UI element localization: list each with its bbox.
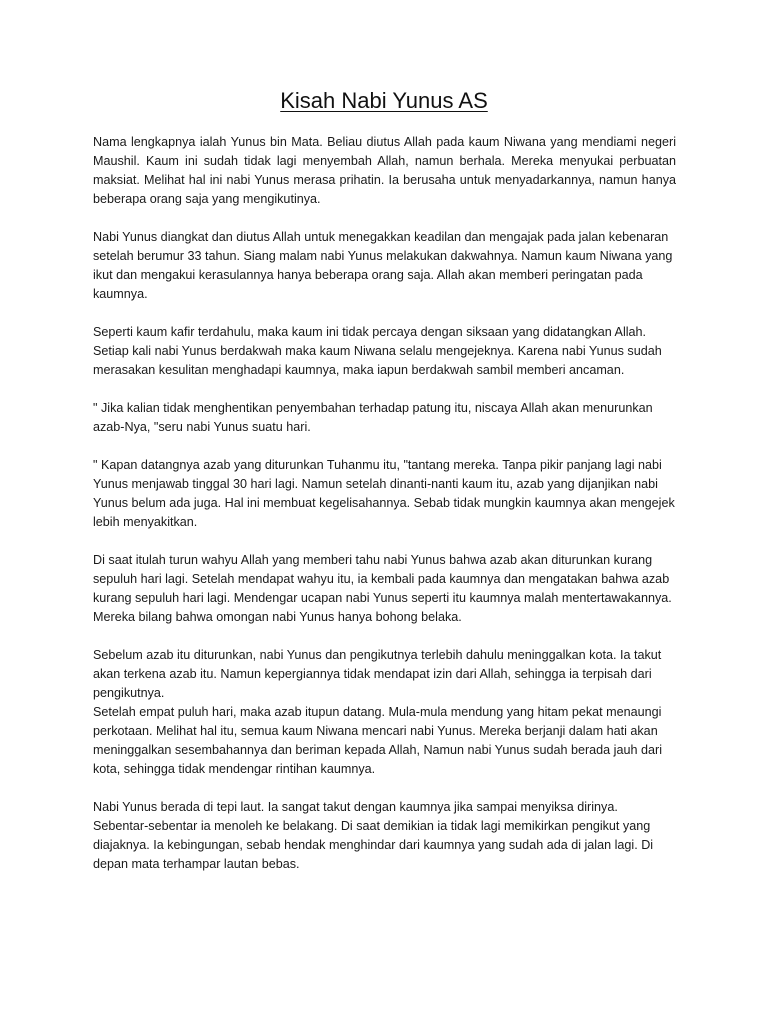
paragraph-5: " Kapan datangnya azab yang diturunkan Tuhanmu itu, "tantang mereka. Tanpa pikir panjang lagi nabi Yunus menjawab tinggal 30 hari lagi. Namun setelah dinanti-nanti kaum itu, azab yang dijanjikan nabi Yunus belum ada juga. Hal ini membuat kegelisahannya. Sebab tidak mungkin kaumnya akan mengejek lebih menyakitkan. — [93, 458, 675, 529]
paragraph-8: Setelah empat puluh hari, maka azab itupun datang. Mula-mula mendung yang hitam pekat menaungi perkotaan. Melihat hal itu, semua kaum Niwana mencari nabi Yunus. Mereka berjanji dalam hati akan meninggalkan sesembahannya dan beriman kepada Allah, Namun nabi Yunus sudah berada jauh dari kota, sehingga tidak mendengar rintihan kaumnya. — [93, 705, 662, 776]
document-body — [93, 133, 676, 893]
paragraph-4: " Jika kalian tidak menghentikan penyembahan terhadap patung itu, niscaya Allah akan menurunkan azab-Nya, "seru nabi Yunus suatu hari. — [93, 401, 653, 434]
paragraph-1: Nama lengkapnya ialah Yunus bin Mata. Beliau diutus Allah pada kaum Niwana yang mendiami negeri Maushil. Kaum ini sudah tidak lagi menyembah Allah, namun berhala. Mereka menyukai perbuatan maksiat. Melihat hal ini nabi Yunus merasa prihatin. Ia berusaha untuk menyadarkannya, namun hanya beberapa orang saja yang mengikutinya. — [93, 135, 676, 206]
paragraph-9: Nabi Yunus berada di tepi laut. Ia sangat takut dengan kaumnya jika sampai menyiksa dirinya. Sebentar-sebentar ia menoleh ke belakang. Di saat demikian ia tidak lagi memikirkan pengikut yang diajaknya. Ia kebingungan, sebab hendak menghindar dari kaumnya yang sudah ada di jalan lagi. Di depan mata terhampar lautan bebas. — [93, 800, 654, 871]
paragraph-7: Sebelum azab itu diturunkan, nabi Yunus dan pengikutnya terlebih dahulu meninggalkan kota. Ia takut akan terkena azab itu. Namun kepergiannya tidak mendapat izin dari Allah, sehingga ia terpisah dari pengikutnya. — [93, 648, 662, 700]
paragraph-3: Seperti kaum kafir terdahulu, maka kaum ini tidak percaya dengan siksaan yang didatangkan Allah. Setiap kali nabi Yunus berdakwah maka kaum Niwana selalu mengejeknya. Karena nabi Yunus sudah merasakan kesulitan menghadapi kaumnya, maka iapun berdakwah sambil memberi ancaman. — [93, 325, 662, 377]
paragraph-2: Nabi Yunus diangkat dan diutus Allah untuk menegakkan keadilan dan mengajak pada jalan kebenaran setelah berumur 33 tahun. Siang malam nabi Yunus melakukan dakwahnya. Namun kaum Niwana yang ikut dan mengakui kerasulannya hanya beberapa orang saja. Allah akan memberi peringatan pada kaumnya. — [93, 230, 673, 301]
document-title: Kisah Nabi Yunus AS — [280, 88, 488, 113]
paragraph-6: Di saat itulah turun wahyu Allah yang memberi tahu nabi Yunus bahwa azab akan diturunkan kurang sepuluh hari lagi. Setelah mendapat wahyu itu, ia kembali pada kaumnya dan mengatakan bahwa azab kurang sepuluh hari lagi. Mendengar ucapan nabi Yunus seperti itu kaumnya malah mentertawakannya. Mereka bilang bahwa omongan nabi Yunus hanya bohong belaka. — [93, 553, 672, 624]
